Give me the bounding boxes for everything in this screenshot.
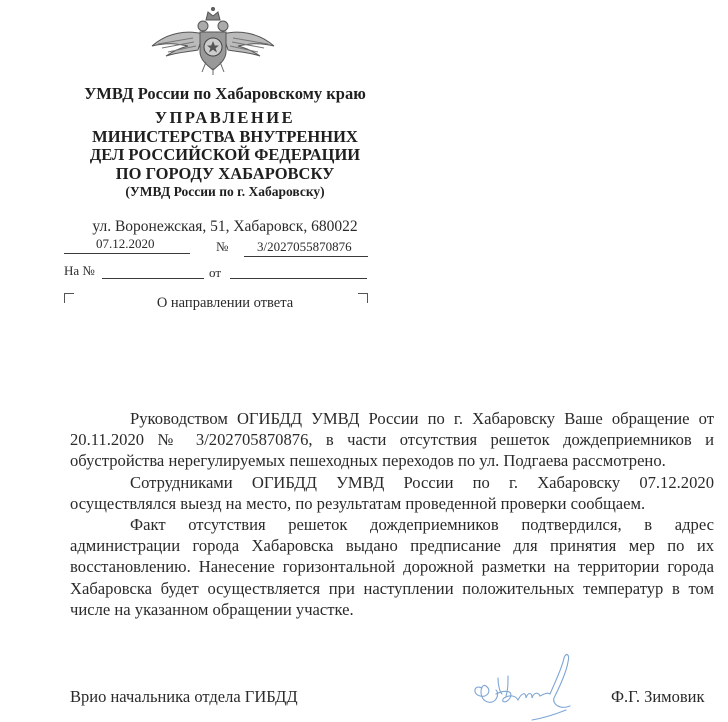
signatory-position: Врио начальника отдела ГИБДД	[70, 687, 298, 706]
department-line: ПО ГОРОДУ ХАБАРОВСКУ	[115, 163, 335, 183]
outgoing-date: 07.12.2020	[96, 236, 155, 251]
date-underline	[64, 253, 190, 254]
signatory-name: Ф.Г. Зимовик	[611, 687, 705, 706]
from-underline	[230, 278, 367, 279]
department-name	[60, 109, 390, 202]
from-label: от	[209, 265, 222, 280]
department-line: УПРАВЛЕНИЕ	[154, 108, 296, 127]
number-label: №	[216, 239, 229, 254]
regional-office-title: УМВД России по Хабаровскому краю	[84, 84, 366, 103]
department-line: МИНИСТЕРСТВА ВНУТРЕННИХ	[92, 126, 358, 146]
handwritten-signature-icon	[470, 650, 600, 722]
letter-subject: О направлении ответа	[156, 295, 294, 311]
department-short-name: (УМВД России по г. Хабаровску)	[125, 184, 325, 199]
reply-to-label: На №	[64, 263, 95, 278]
outgoing-number: 3/2027055870876	[257, 239, 352, 254]
body-paragraph: Факт отсутствия решеток дождеприемников подтвердился, в адрес администрации города Хабаровска выдано предписание для принятия мер по их восстановлению. Нанесение горизонтальной дорожной разметки на территории города Хабаровска будет осуществляется при наступлении положительных температур в том числе на указанном обращении участке.	[70, 515, 714, 619]
reply-to-underline	[102, 278, 204, 279]
letter-body	[70, 408, 714, 620]
number-underline	[244, 256, 368, 257]
mvd-emblem-icon	[148, 2, 278, 76]
body-paragraph: Руководством ОГИБДД УМВД России по г. Хабаровску Ваше обращение от 20.11.2020 № 3/202705870876, в части отсутствия решеток дождеприемников и обустройства нерегулируемых пешеходных переходов по ул. Подгаева рассмотрено.	[70, 409, 714, 471]
body-paragraph: Сотрудниками ОГИБДД УМВД России по г. Хабаровску 07.12.2020 осуществлялся выезд на место, по результатам проведенной проверки сообщаем.	[70, 472, 714, 513]
office-address: ул. Воронежская, 51, Хабаровск, 680022	[92, 218, 358, 235]
department-line: ДЕЛ РОССИЙСКОЙ ФЕДЕРАЦИИ	[89, 145, 361, 164]
